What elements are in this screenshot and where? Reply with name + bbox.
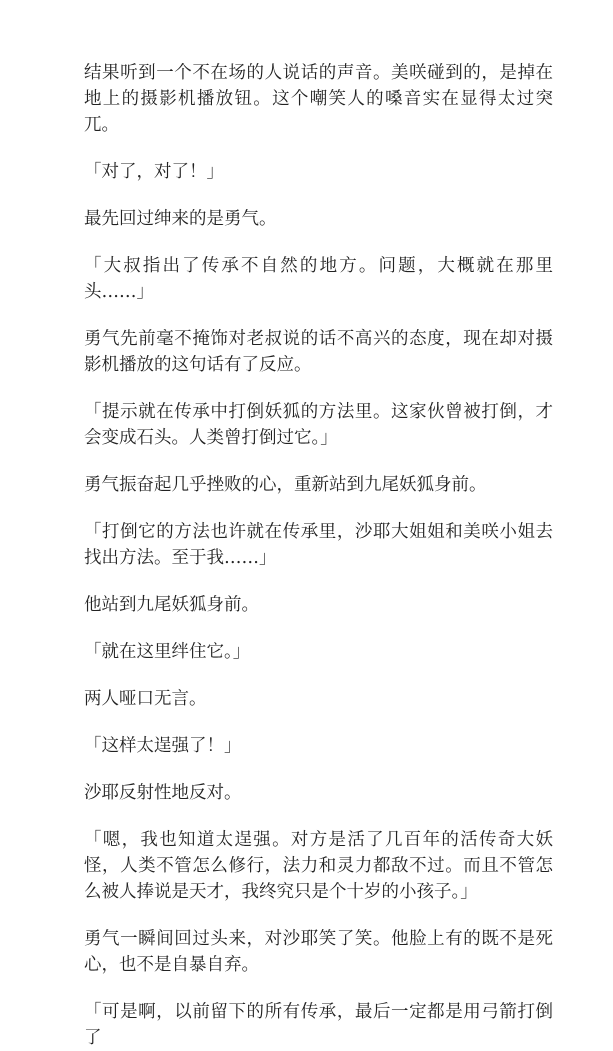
paragraph-5: 勇气先前毫不掩饰对老叔说的话不高兴的态度，现在却对摄影机播放的这句话有了反应。: [84, 329, 553, 375]
paragraph-9: 他站到九尾妖狐身前。: [84, 595, 259, 615]
paragraph-3: 最先回过绅来的是勇气。: [84, 209, 277, 229]
paragraph-11: 两人哑口无言。: [84, 689, 207, 709]
paragraph-13: 沙耶反射性地反对。: [84, 783, 242, 803]
paragraph-7: 勇气振奋起几乎挫败的心，重新站到九尾妖狐身前。: [84, 475, 487, 495]
paragraph-2: 「对了，对了！」: [84, 162, 224, 182]
paragraph-6: 「提示就在传承中打倒妖狐的方法里。这家伙曾被打倒，才会变成石头。人类曾打倒过它。」: [84, 402, 553, 448]
paragraph-15: 勇气一瞬间回过头来，对沙耶笑了笑。他脸上有的既不是死心，也不是自暴自弃。: [84, 929, 553, 975]
paragraph-16: 「可是啊，以前留下的所有传承，最后一定都是用弓箭打倒了: [84, 1002, 553, 1048]
paragraph-1: 结果听到一个不在场的人说话的声音。美咲碰到的，是掉在地上的摄影机播放钮。这个嘲笑人的嗓音实在显得太过突兀。: [84, 63, 553, 135]
paragraph-14: 「嗯，我也知道太逞强。对方是活了几百年的活传奇大妖怪，人类不管怎么修行，法力和灵力都敌不过。而且不管怎么被人捧说是天才，我终究只是个十岁的小孩子。」: [84, 830, 553, 902]
paragraph-10: 「就在这里绊住它。」: [84, 642, 251, 662]
paragraph-8: 「打倒它的方法也许就在传承里，沙耶大姐姐和美咲小姐去找出方法。至于我……」: [84, 522, 553, 568]
paragraph-12: 「这样太逞强了！」: [84, 736, 242, 756]
paragraph-4: 「大叔指出了传承不自然的地方。问题，大概就在那里头……」: [84, 256, 553, 302]
